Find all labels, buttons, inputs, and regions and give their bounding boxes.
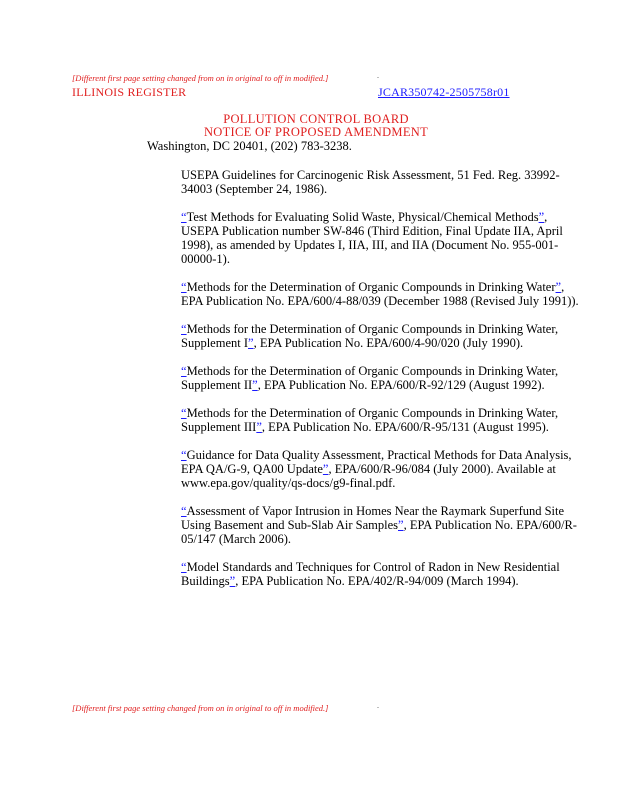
open-quote-mark: “ <box>181 406 187 420</box>
reference-details: , EPA Publication No. EPA/600/4-90/020 (July 1990). <box>253 336 524 350</box>
reference-details: , EPA Publication No. EPA/600/R-05/147 (March 2006). <box>181 518 577 546</box>
reference-item <box>181 364 581 392</box>
reference-details: , USEPA Publication number SW-846 (Third Edition, Final Update IIA, April 1998), as amended by Updates I, IIA, III, and IIA (Document No. 955-001-00000-1). <box>181 210 563 266</box>
change-note-top: [Different first page setting changed from on in original to off in modified.] <box>72 73 329 83</box>
close-quote-mark: ” <box>538 210 545 224</box>
open-quote-mark: “ <box>181 504 187 518</box>
reference-details: , EPA/600/R-96/084 (July 2000). Available at www.epa.gov/quality/qs-docs/g9-final.pdf. <box>181 462 556 490</box>
reference-item <box>181 280 581 308</box>
close-quote-mark: ” <box>398 518 404 532</box>
notice-title: NOTICE OF PROPOSED AMENDMENT <box>203 125 429 139</box>
reference-title: Methods for the Determination of Organic Compounds in Drinking Water, Supplement III <box>181 406 559 434</box>
reference-title: Guidance for Data Quality Assessment, Practical Methods for Data Analysis, EPA QA/G-9, QA00 Update <box>181 448 572 476</box>
marker-dot-top: . <box>377 71 379 80</box>
reference-details: , EPA Publication No. EPA/600/4-88/039 (December 1988 (Revised July 1991)). <box>181 280 579 308</box>
open-quote-mark: “ <box>181 448 187 462</box>
close-quote-mark: ” <box>555 280 562 294</box>
reference-title: Assessment of Vapor Intrusion in Homes Near the Raymark Superfund Site Using Basement and Sub-Slab Air Samples <box>181 504 565 532</box>
close-quote-mark: ” <box>248 336 254 350</box>
register-header: ILLINOIS REGISTER <box>72 85 187 99</box>
reference-title: Model Standards and Techniques for Control of Radon in New Residential Buildings <box>181 560 560 588</box>
reference-details: , EPA Publication No. EPA/600/R-95/131 (August 1995). <box>261 420 549 434</box>
open-quote-mark: “ <box>181 210 187 224</box>
reference-item <box>181 448 581 490</box>
reference-title: Methods for the Determination of Organic Compounds in Drinking Water, Supplement I <box>181 322 559 350</box>
board-title: POLLUTION CONTROL BOARD <box>223 112 409 126</box>
close-quote-mark: ” <box>252 378 258 392</box>
reference-item <box>181 406 581 434</box>
reference-item <box>181 560 581 588</box>
change-note-bottom: [Different first page setting changed from on in original to off in modified.] <box>72 703 329 713</box>
reference-details: , EPA Publication No. EPA/402/R-94/009 (March 1994). <box>235 574 519 588</box>
marker-dot-bottom: . <box>377 701 379 710</box>
open-quote-mark: “ <box>181 280 187 294</box>
reference-item <box>181 168 581 196</box>
reference-item <box>181 504 581 546</box>
open-quote-mark: “ <box>181 322 187 336</box>
reference-details: , EPA Publication No. EPA/600/R-92/129 (August 1992). <box>257 378 545 392</box>
close-quote-mark: ” <box>256 420 262 434</box>
reference-title: Methods for the Determination of Organic Compounds in Drinking Water, Supplement II <box>181 364 559 392</box>
jcar-id-link[interactable]: JCAR350742-2505758r01 <box>378 85 510 99</box>
reference-title: Methods for the Determination of Organic Compounds in Drinking Water <box>186 280 556 294</box>
reference-item <box>181 210 581 266</box>
open-quote-mark: “ <box>181 364 187 378</box>
open-quote-mark: “ <box>181 560 187 574</box>
reference-title: USEPA Guidelines for Carcinogenic Risk Assessment, 51 Fed. Reg. 33992-34003 (September 24, 1986). <box>181 168 560 196</box>
reference-list <box>181 168 581 602</box>
close-quote-mark: ” <box>322 462 329 476</box>
reference-item <box>181 322 581 350</box>
address-line: Washington, DC 20401, (202) 783-3238. <box>147 139 352 153</box>
close-quote-mark: ” <box>229 574 236 588</box>
reference-title: Test Methods for Evaluating Solid Waste, Physical/Chemical Methods <box>186 210 539 224</box>
